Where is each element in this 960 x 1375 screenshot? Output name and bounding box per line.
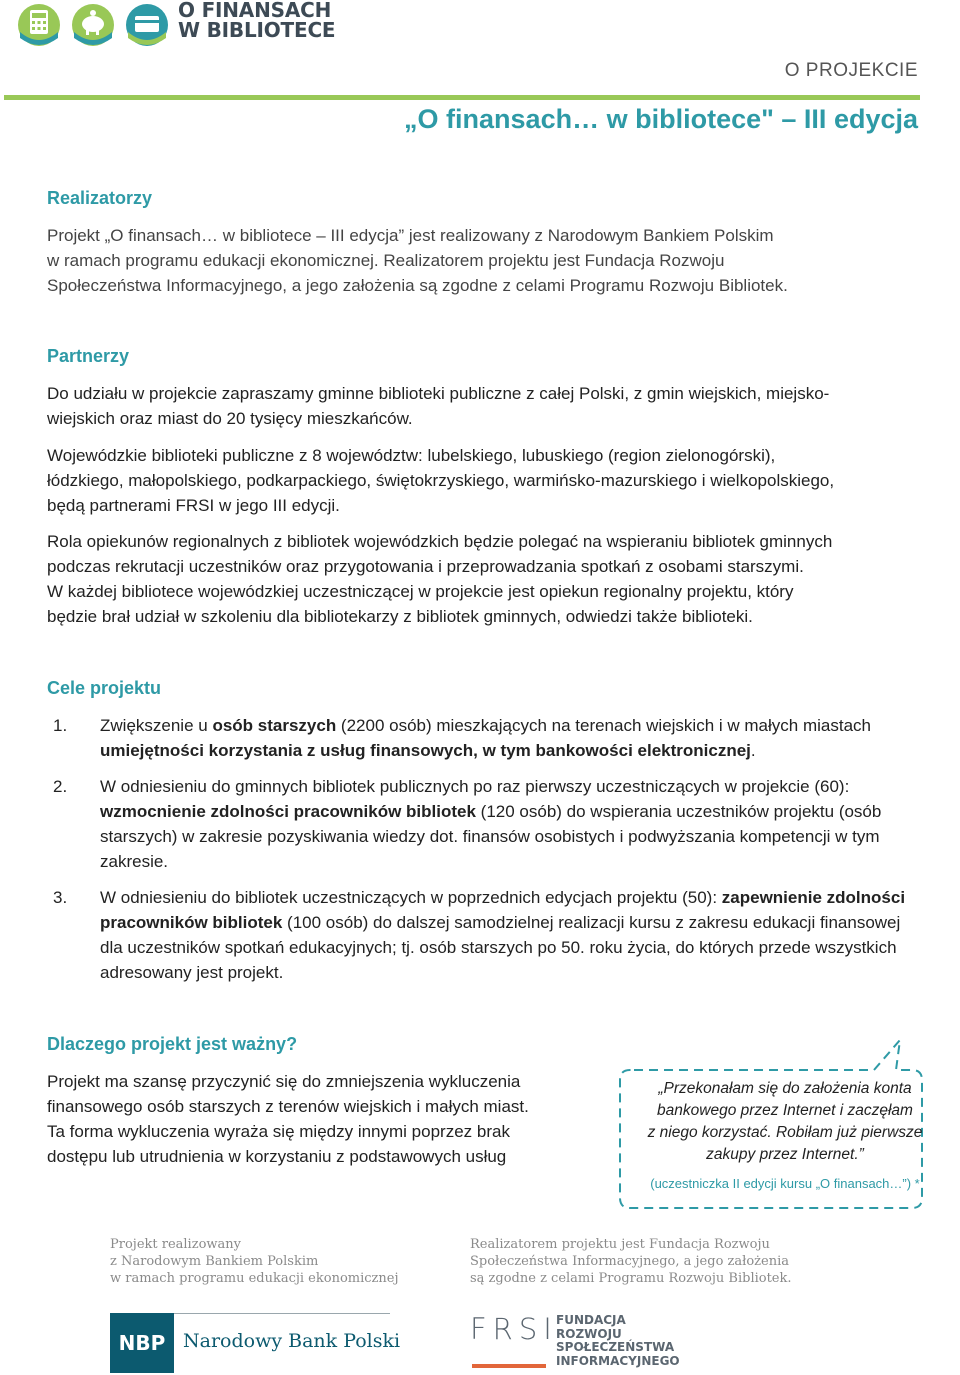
item-text: W odniesieniu do bibliotek uczestniczących w poprzednich edycjach projektu (50):	[100, 888, 722, 907]
list-item	[47, 774, 917, 874]
list-item	[47, 885, 917, 985]
quote-line: z niego korzystać. Robiłam już pierwsze	[647, 1124, 923, 1141]
text-line: Społeczeństwa Informacyjnego, a jego założenia są zgodne z celami Programu Rozwoju Bibliotek.	[47, 276, 788, 295]
list-number: 2.	[53, 777, 68, 796]
list-item	[47, 713, 917, 763]
item-bold: wzmocnienie zdolności pracowników bibliotek	[100, 802, 476, 821]
quote-line: bankowego przez Internet i zaczęłam	[657, 1102, 913, 1119]
text-line: Wojewódzkie biblioteki publiczne z 8 województw: lubelskiego, lubuskiego (region zielonogórski),	[47, 446, 776, 465]
paragraph-realizatorzy	[47, 223, 927, 298]
text-line: w ramach programu edukacji ekonomicznej. Realizatorem projektu jest Fundacja Rozwoju	[47, 251, 725, 270]
footer-line: w ramach programu edukacji ekonomicznej	[110, 1271, 399, 1286]
text-line: Ta forma wykluczenia wyraża się między innymi poprzez brak	[47, 1122, 510, 1141]
text-line: łódzkiego, małopolskiego, podkarpackiego, świętokrzyskiego, warmińsko-mazurskiego i wielkopolskiego,	[47, 471, 835, 490]
text-line: dostępu lub utrudnienia w korzystaniu z podstawowych usług	[47, 1147, 507, 1166]
frsi-word: ROZWOJU	[556, 1326, 622, 1341]
paragraph-partnerzy-1	[47, 381, 927, 431]
text-line: Rola opiekunów regionalnych z bibliotek wojewódzkich będzie polegać na wspieraniu bibliotek gminnych	[47, 532, 833, 551]
text-line: finansowego osób starszych z terenów wiejskich i małych miast.	[47, 1097, 529, 1116]
brand-line-1: O FINANSACH	[178, 0, 332, 22]
wallet-icon	[124, 2, 170, 48]
frsi-word: INFORMACYJNEGO	[556, 1353, 680, 1368]
item-bold: zapewnienie zdolności pracowników bibliotek	[100, 888, 906, 932]
brand-line-2: W BIBLIOTECE	[178, 18, 336, 42]
frsi-name	[556, 1314, 680, 1368]
section-label: O PROJEKCIE	[784, 60, 918, 81]
paragraph-partnerzy-2	[47, 443, 927, 518]
item-text: Zwiększenie u	[100, 716, 213, 735]
footer-line: z Narodowym Bankiem Polskim	[110, 1254, 319, 1269]
text-line: W każdej bibliotece wojewódzkiej uczestniczącej w projekcie jest opiekun regionalny projektu, który	[47, 582, 794, 601]
page-title: „O finansach… w bibliotece" – III edycja	[404, 104, 918, 134]
footer-line: są zgodne z celami Programu Rozwoju Bibliotek.	[470, 1271, 792, 1286]
footer-left-text	[110, 1236, 399, 1287]
piggy-bank-icon	[70, 2, 116, 48]
frsi-logo-bar	[472, 1364, 546, 1368]
paragraph-dlaczego	[47, 1069, 607, 1169]
heading-realizatorzy: Realizatorzy	[47, 188, 153, 208]
footer-line: Społeczeństwa Informacyjnego, a jego założenia	[470, 1254, 789, 1269]
text-line: Do udziału w projekcie zapraszamy gminne biblioteki publiczne z całej Polski, z gmin wiejskich, miejsko-	[47, 384, 830, 403]
brand-wordmark	[178, 0, 335, 40]
footer-right-text	[470, 1236, 792, 1287]
frsi-logo: FRSI	[470, 1312, 558, 1346]
item-bold: osób starszych	[212, 716, 337, 735]
heading-cele: Cele projektu	[47, 678, 162, 698]
calculator-icon	[16, 2, 62, 48]
frsi-word: SPOŁECZEŃSTWA	[556, 1340, 675, 1354]
goals-list	[47, 713, 917, 996]
item-text: (120 osób) do wspierania uczestników projektu (osób starszych) w zakresie pozyskiwania wiedzy dot. finansów osobistych i podwyższania kompetencji w tym zakresie.	[100, 802, 882, 871]
header-logo-group	[16, 2, 166, 48]
quote-text	[640, 1078, 930, 1166]
paragraph-partnerzy-3	[47, 529, 927, 629]
list-number: 3.	[53, 888, 68, 907]
text-line: wiejskich oraz miast do 20 tysięcy mieszkańców.	[47, 409, 413, 428]
quote-line: zakupy przez Internet.”	[706, 1146, 864, 1163]
text-line: będzie brał udział w szkoleniu dla bibliotekarzy z bibliotek gminnych, odwiedzi także biblioteki.	[47, 607, 753, 626]
text-line: będą partnerami FRSI w jego III edycji.	[47, 496, 340, 515]
item-text: W odniesieniu do gminnych bibliotek publicznych po raz pierwszy uczestniczących w projekcie (60):	[100, 777, 850, 796]
nbp-name: Narodowy Bank Polski	[183, 1330, 401, 1352]
quote-line: „Przekonałam się do założenia konta	[658, 1080, 912, 1097]
item-text: .	[750, 741, 756, 760]
list-number: 1.	[53, 716, 68, 735]
item-text: (2200 osób) mieszkających na terenach wiejskich i w małych miastach	[336, 716, 871, 735]
footer-line: Projekt realizowany	[110, 1237, 241, 1252]
heading-dlaczego: Dlaczego projekt jest ważny?	[47, 1034, 298, 1054]
nbp-logo: NBP	[110, 1313, 174, 1373]
heading-partnerzy: Partnerzy	[47, 346, 130, 366]
frsi-word: FUNDACJA	[556, 1313, 626, 1327]
item-text: (100 osób) do dalszej samodzielnej realizacji kursu z zakresu edukacji finansowej dla uczestników spotkań edukacyjnych; tj. osób starszych po 50. roku życia, do których przede wszystkich adresowany jest projekt.	[100, 913, 901, 982]
header-divider	[4, 95, 920, 100]
quote-source: (uczestniczka II edycji kursu „O finansach…”) *	[650, 1176, 920, 1191]
text-line: Projekt „O finansach… w bibliotece – III edycja” jest realizowany z Narodowym Bankiem Polskim	[47, 226, 774, 245]
text-line: podczas rekrutacji uczestników oraz przygotowania i przeprowadzania spotkań z osobami starszymi.	[47, 557, 804, 576]
text-line: Projekt ma szansę przyczynić się do zmniejszenia wykluczenia	[47, 1072, 521, 1091]
footer-line: Realizatorem projektu jest Fundacja Rozwoju	[470, 1237, 770, 1252]
item-bold: umiejętności korzystania z usług finansowych, w tym bankowości elektronicznej	[100, 741, 751, 760]
